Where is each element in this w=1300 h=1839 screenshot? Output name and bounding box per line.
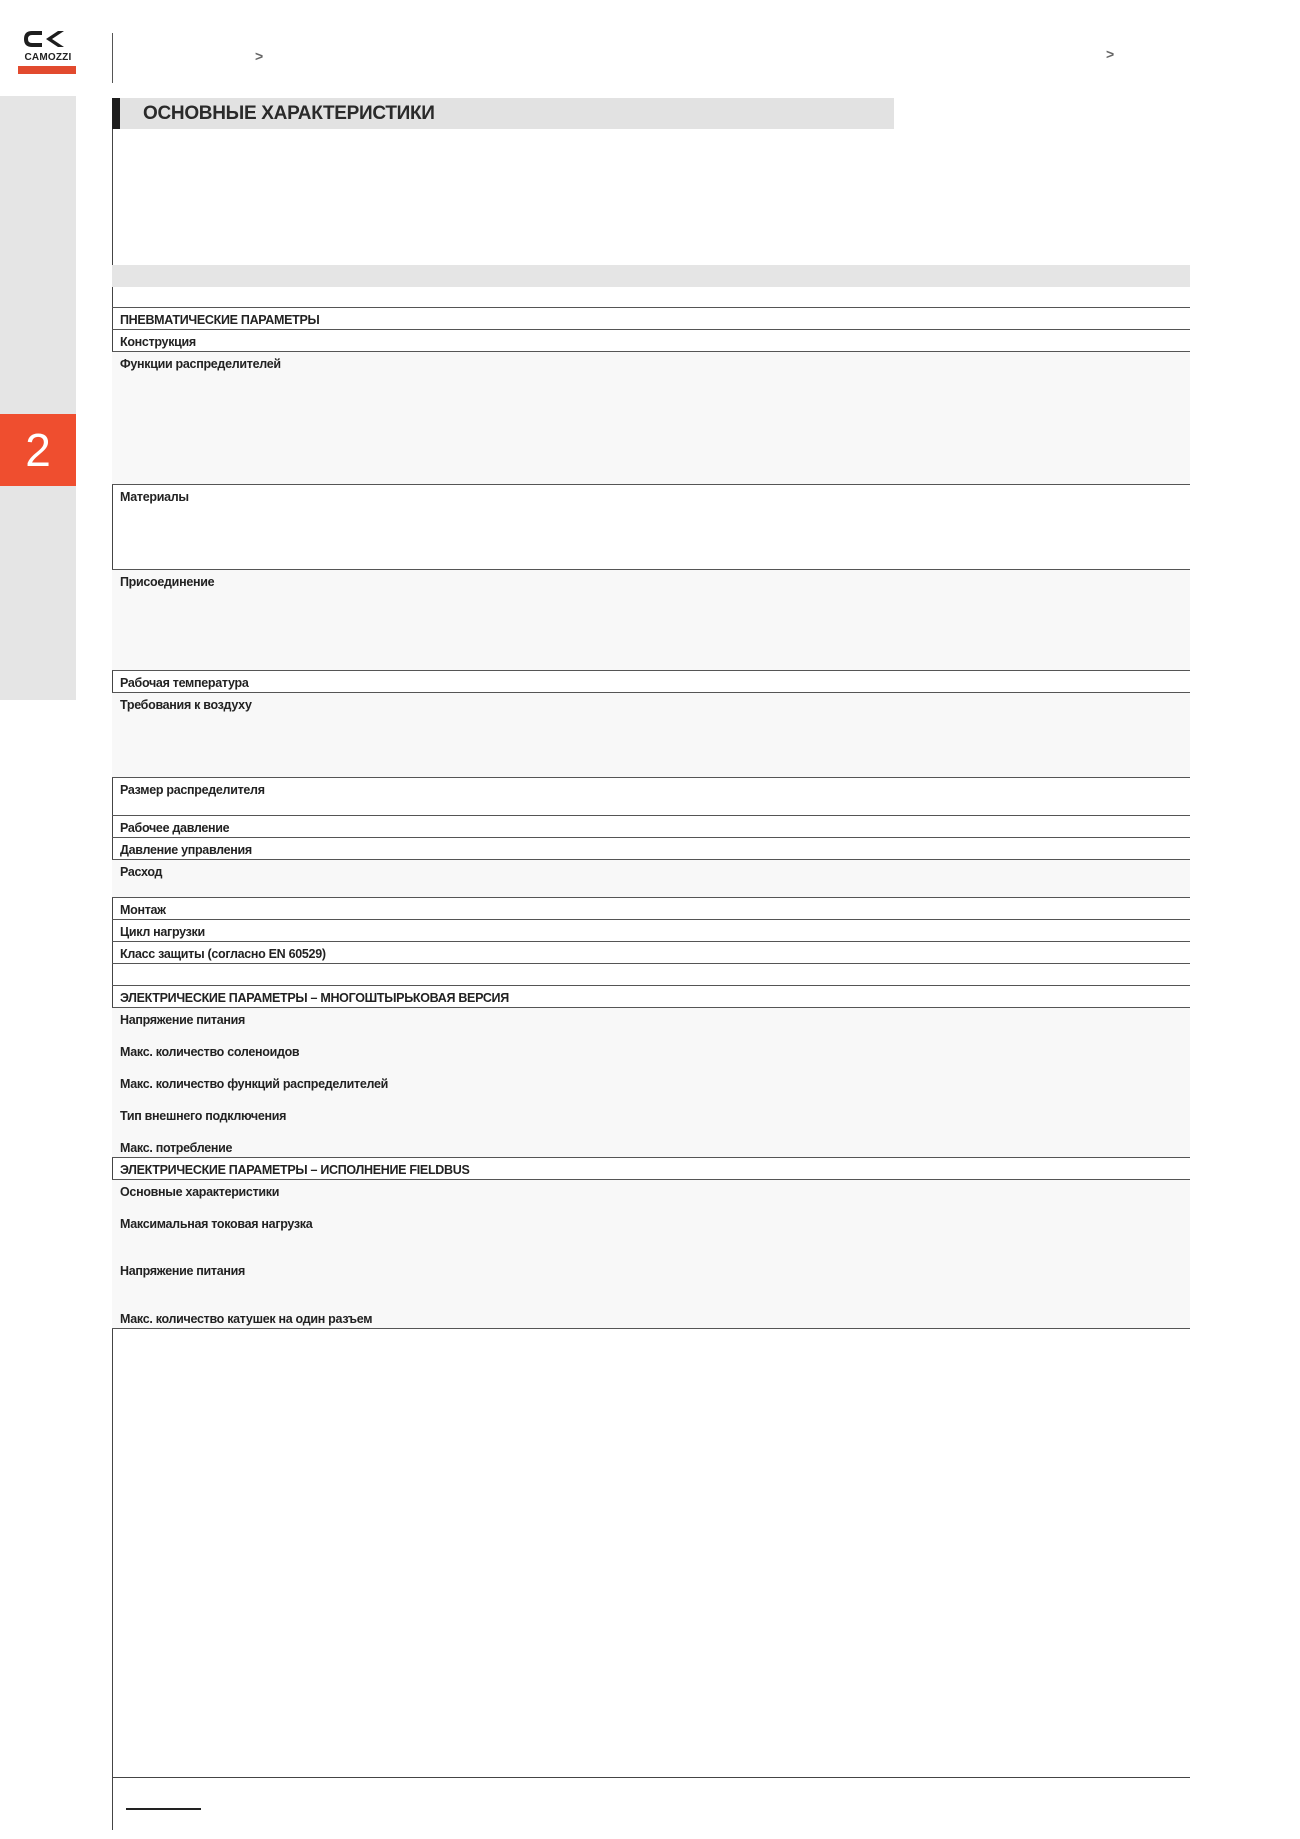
table-row (112, 919, 1190, 941)
row-label: Материалы (120, 490, 189, 504)
table-row (112, 1157, 1190, 1179)
row-label: ЭЛЕКТРИЧЕСКИЕ ПАРАМЕТРЫ – ИСПОЛНЕНИЕ FIELDBUS (120, 1163, 470, 1177)
side-strip (0, 96, 76, 700)
table-row (112, 859, 1190, 897)
table-row (112, 1179, 1190, 1328)
row-sublabel: Тип внешнего подключения (120, 1109, 287, 1123)
row-label: ЭЛЕКТРИЧЕСКИЕ ПАРАМЕТРЫ – МНОГОШТЫРЬКОВАЯ ВЕРСИЯ (120, 991, 509, 1005)
row-label: Основные характеристики (120, 1185, 280, 1199)
table-row (112, 692, 1190, 777)
row-label: Присоединение (120, 575, 215, 589)
logo-bar (18, 66, 76, 74)
row-label: Цикл нагрузки (120, 925, 205, 939)
section-title: ОСНОВНЫЕ ХАРАКТЕРИСТИКИ (143, 103, 435, 124)
footer-rule (112, 1777, 1190, 1778)
table-row (112, 941, 1190, 963)
row-label: Давление управления (120, 843, 252, 857)
chapter-tab[interactable] (0, 414, 76, 486)
chapter-number: 2 (25, 424, 51, 476)
section-banner-marker (112, 98, 120, 129)
breadcrumb-arrow: > (255, 48, 264, 64)
row-sublabel: Макс. количество катушек на один разъем (120, 1312, 373, 1326)
table-row (112, 329, 1190, 351)
footer-divider (112, 1778, 113, 1830)
table-row (112, 1007, 1190, 1157)
table-row (112, 963, 1190, 985)
row-sublabel: Макс. потребление (120, 1141, 233, 1155)
row-label: ПНЕВМАТИЧЕСКИЕ ПАРАМЕТРЫ (120, 313, 320, 327)
row-label: Расход (120, 865, 163, 879)
table-header-band (112, 265, 1190, 287)
row-label: Функции распределителей (120, 357, 281, 371)
table-row (112, 837, 1190, 859)
row-sublabel: Макс. количество соленоидов (120, 1045, 300, 1059)
logo-text: CAMOZZI (24, 52, 72, 63)
table-row (112, 897, 1190, 919)
row-sublabel: Напряжение питания (120, 1264, 246, 1278)
footer-page-line (126, 1808, 201, 1810)
table-row (112, 670, 1190, 692)
header-divider (112, 33, 113, 83)
row-label: Класс защиты (согласно EN 60529) (120, 947, 326, 961)
table-row (112, 307, 1190, 329)
row-label: Размер распределителя (120, 783, 265, 797)
table-bottom-rule (112, 1328, 1190, 1329)
row-sublabel: Макс. количество функций распределителей (120, 1077, 389, 1091)
row-label: Напряжение питания (120, 1013, 246, 1027)
table-row (112, 985, 1190, 1007)
row-label: Конструкция (120, 335, 196, 349)
row-sublabel: Максимальная токовая нагрузка (120, 1217, 313, 1231)
table-row (112, 484, 1190, 569)
row-label: Требования к воздуху (120, 698, 252, 712)
table-row (112, 569, 1190, 670)
table-row (112, 815, 1190, 837)
breadcrumb-arrow: > (1106, 46, 1115, 62)
row-label: Монтаж (120, 903, 166, 917)
row-label: Рабочее давление (120, 821, 230, 835)
table-row (112, 777, 1190, 815)
row-label: Рабочая температура (120, 676, 249, 690)
table-row (112, 351, 1190, 484)
